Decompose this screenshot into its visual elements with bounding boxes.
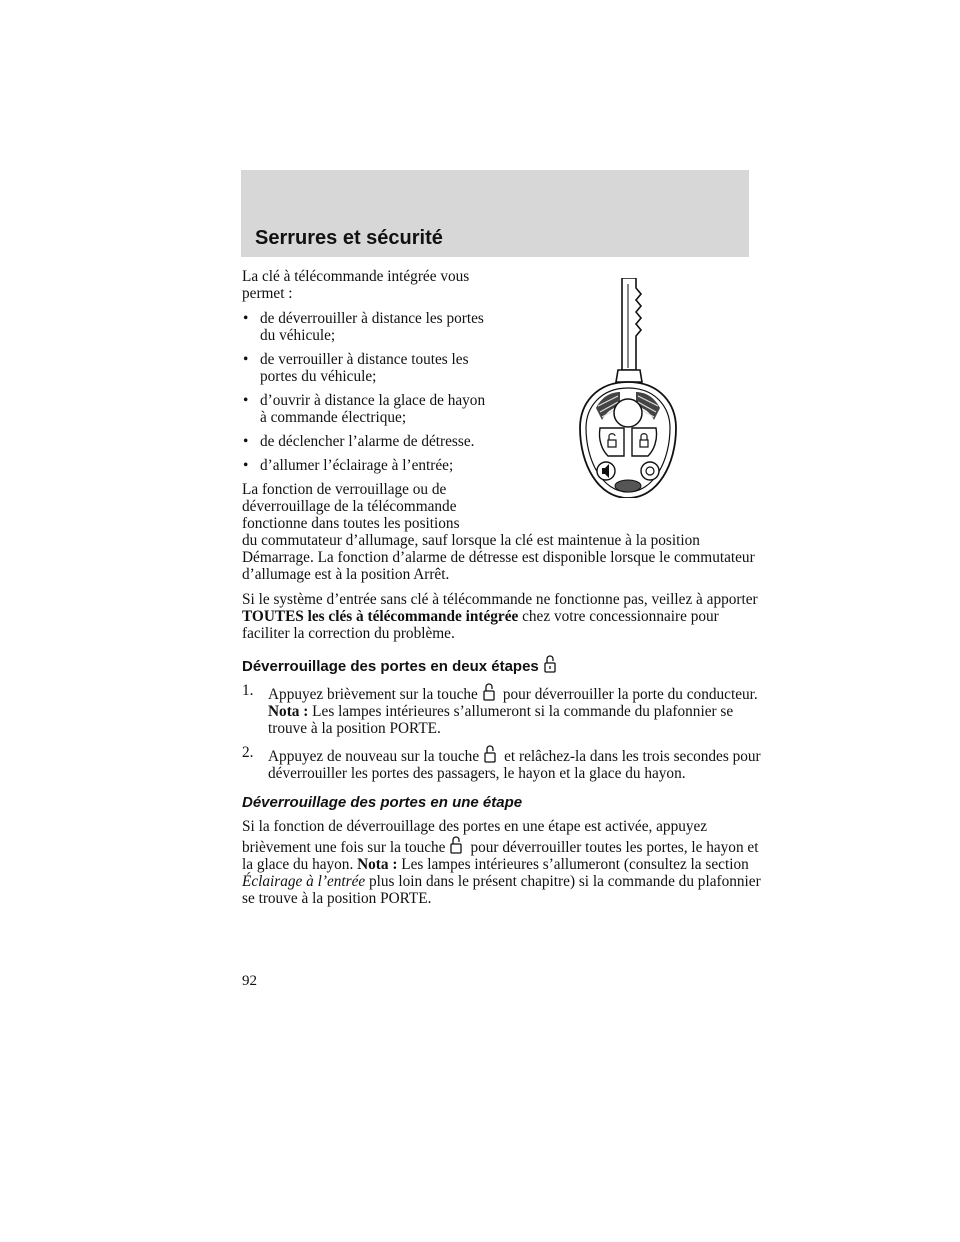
range-paragraph-top: La fonction de verrouillage ou de déverrouillage de la télécommande fonctionne dans toutes les positions <box>242 481 460 532</box>
step-number: 1. <box>242 682 254 699</box>
list-item-text: de déverrouiller à distance les portes du véhicule; <box>260 310 484 344</box>
bullet-mark: • <box>243 351 249 368</box>
step-item <box>242 682 762 737</box>
bullet-mark: • <box>243 392 249 409</box>
unlock-icon <box>481 682 497 702</box>
service-text-a: Si le système d’entrée sans clé à télécommande ne fonctionne pas, veillez à apporter <box>242 591 758 608</box>
step-text: et relâchez-la dans les trois secondes pour déverrouiller les portes des passagers, le hayon et la glace du hayon. <box>268 748 761 782</box>
unlock-icon <box>542 654 558 674</box>
service-paragraph <box>242 591 762 642</box>
step-note-text: Les lampes intérieures s’allumeront si la commande du plafonnier se trouve à la position PORTE. <box>268 703 734 737</box>
bullet-mark: • <box>243 433 249 450</box>
list-item <box>242 433 492 450</box>
list-item <box>242 351 492 385</box>
range-paragraph <box>242 481 762 583</box>
unlock-icon <box>448 835 464 855</box>
step-text: Appuyez brièvement sur la touche <box>268 686 478 703</box>
one-step-text-d: plus loin dans le présent chapitre) si la commande du plafonnier se trouve à la position PORTE. <box>242 873 761 907</box>
two-step-list <box>242 682 762 782</box>
list-item-text: d’ouvrir à distance la glace de hayon à commande électrique; <box>260 392 486 426</box>
two-step-heading <box>242 654 762 676</box>
list-item-text: de verrouiller à distance toutes les portes du véhicule; <box>260 351 469 385</box>
section-reference: Éclairage à l’entrée <box>242 873 366 890</box>
list-item <box>242 310 492 344</box>
service-text-b: chez votre concessionnaire pour faciliter la correction du problème. <box>242 608 719 642</box>
service-text-bold: TOUTES les clés à télécommande intégrée <box>242 608 519 625</box>
one-step-heading: Déverrouillage des portes en une étape <box>242 794 523 811</box>
note-label: Nota : <box>357 856 398 873</box>
step-text: pour déverrouiller la porte du conducteur. <box>502 686 758 703</box>
range-paragraph-rest: du commutateur d’allumage, sauf lorsque la clé est maintenue à la position Démarrage. La fonction d’alarme de détresse est disponible lorsque le commutateur d’allumage est à la position Arrêt. <box>242 532 755 583</box>
one-step-text-c: Les lampes intérieures s’allumeront (consultez la section <box>397 856 749 873</box>
bullet-mark: • <box>243 310 249 327</box>
chapter-header-band <box>241 170 749 257</box>
chapter-title: Serrures et sécurité <box>255 227 443 249</box>
step-number: 2. <box>242 744 254 761</box>
one-step-paragraph <box>242 818 762 907</box>
page-content <box>242 268 762 915</box>
two-step-heading-text: Déverrouillage des portes en deux étapes <box>242 658 539 675</box>
list-item-text: d’allumer l’éclairage à l’entrée; <box>260 457 454 474</box>
step-item <box>242 744 762 782</box>
list-item <box>242 392 492 426</box>
unlock-icon <box>482 744 498 764</box>
note-label: Nota : <box>268 703 309 720</box>
intro-text: La clé à télécommande intégrée vous permet : <box>242 268 470 302</box>
list-item <box>242 457 492 474</box>
step-text: Appuyez de nouveau sur la touche <box>268 748 480 765</box>
one-step-text-a: Si la fonction de déverrouillage des portes en une étape est activée, appuyez brièvement une fois sur la touche <box>242 818 708 856</box>
list-item-text: de déclencher l’alarme de détresse. <box>260 433 475 450</box>
bullet-mark: • <box>243 457 249 474</box>
feature-list <box>242 310 492 474</box>
one-step-text-b: pour déverrouiller toutes les portes, le hayon et la glace du hayon. <box>242 839 759 873</box>
page-number: 92 <box>242 973 257 989</box>
